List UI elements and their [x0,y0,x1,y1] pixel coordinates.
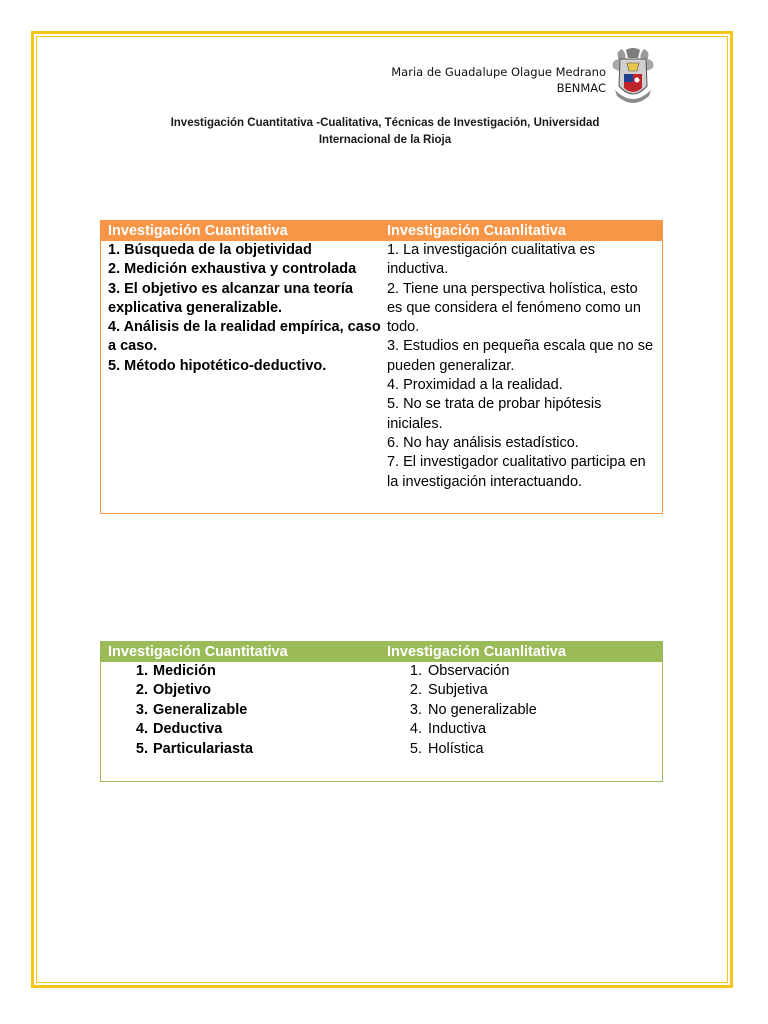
cuantitativa-cell [101,662,381,759]
document-title-line-2: Internacional de la Rioja [318,134,452,146]
table-header-row [101,642,662,662]
list-item: 4. Análisis de la realidad empírica, caso a caso. [108,319,381,355]
cualitativa-cell [381,662,662,759]
table-body-row [101,241,662,492]
list-item: 5. Particulariasta [135,740,253,757]
list-item: 2. Subjetiva [409,682,488,699]
header-cuantitativa: Investigación Cuantitativa [108,223,288,239]
list-item: 3. No generalizable [409,701,537,718]
numbered-list [108,662,381,759]
university-crest-icon [609,46,657,108]
list-item: 5. Holística [409,740,484,757]
table-header-row [101,221,662,241]
author-block [340,64,606,96]
list-item: 3. Generalizable [135,701,248,718]
list-item: 4. Inductiva [409,721,487,738]
list-item: 4. Deductiva [135,721,223,738]
list-item: 6. No hay análisis estadístico. [386,434,579,451]
header-cuantitativa: Investigación Cuantitativa [108,644,288,660]
header-cualitativa: Investigación Cuanlitativa [387,223,566,239]
comparison-table-detailed [100,220,663,514]
list-item: 5. No se trata de probar hipótesis iniciales. [386,396,602,432]
list-item: 3. Estudios en pequeña escala que no se pueden generalizar. [386,338,654,374]
institution-name: BENMAC [556,81,606,95]
list-item: 2. Tiene una perspectiva holística, esto es que considera el fenómeno como un todo. [386,280,641,336]
cualitativa-cell [381,241,662,492]
cuantitativa-cell [101,241,381,492]
list-item: 2. Medición exhaustiva y controlada [108,261,357,278]
list-item: 1. Búsqueda de la objetividad [108,242,312,258]
header-cualitativa: Investigación Cuanlitativa [387,644,566,660]
list-item: 7. El investigador cualitativo participa en la investigación interactuando. [386,454,646,490]
list-item: 4. Proximidad a la realidad. [386,377,563,394]
list-item: 1. La investigación cualitativa es inductiva. [386,242,595,278]
list-item: 2. Objetivo [135,682,212,699]
list-item: 3. El objetivo es alcanzar una teoría explicativa generalizable. [108,280,353,316]
table-body-row [101,662,662,759]
numbered-list [387,662,662,759]
list-item: 1. Medición [135,663,216,679]
document-title-line-1: Investigación Cuantitativa -Cualitativa, Técnicas de Investigación, Universidad [170,117,600,129]
list-item: 1. Observación [409,663,510,679]
document-title [110,115,660,149]
list-item: 5. Método hipotético-deductivo. [108,357,327,374]
comparison-table-summary [100,641,663,782]
author-name: Maria de Guadalupe Olague Medrano [391,65,606,79]
